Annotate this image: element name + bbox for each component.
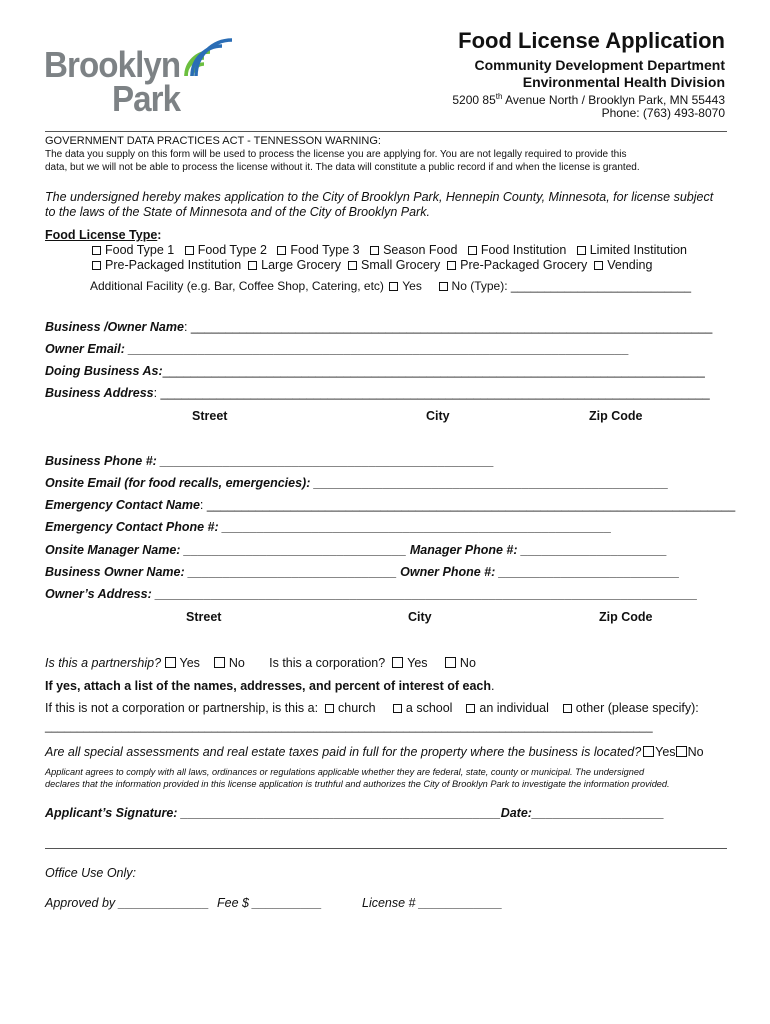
church-checkbox[interactable] [325,704,334,713]
individual-checkbox[interactable] [466,704,475,713]
corporation-yes-checkbox[interactable] [392,657,403,668]
agreement-text-1: Applicant agrees to comply with all laws, ordinances or regulations applicable whether they are federal, state, county or municipal. The undersigned [45,767,645,777]
checkbox[interactable] [370,246,379,255]
form-title: Food License Application [458,28,725,53]
option-prepackaged-institution[interactable]: Pre-Packaged Institution [92,258,241,272]
owner-street-label: Street [186,610,222,624]
checkbox[interactable] [447,261,456,270]
zip-label: Zip Code [589,409,643,423]
other-checkbox[interactable] [563,704,572,713]
city-label: City [426,409,450,423]
fee-field: Fee $ __________ [217,896,322,910]
owner-email-field[interactable]: Owner Email: ________________________________________________________________________ [45,342,629,356]
warning-title: GOVERNMENT DATA PRACTICES ACT - TENNESSON WARNING: [45,135,381,147]
additional-yes-checkbox[interactable] [389,282,398,291]
doing-business-as-field[interactable]: Doing Business As:______________________________________________________________________________ [45,364,705,378]
option-food-type-2[interactable]: Food Type 2 [185,243,267,257]
option-season-food[interactable]: Season Food [370,243,457,257]
agreement-text-2: declares that the information provided in this license application is truthful and authorizes the City of Brooklyn Park to investigate the information provided. [45,779,670,789]
business-owner-name-field[interactable]: Business /Owner Name: ___________________________________________________________________________ [45,320,713,334]
emergency-contact-phone-field[interactable]: Emergency Contact Phone #: ________________________________________________________ [45,520,612,534]
business-phone-field[interactable]: Business Phone #: ________________________________________________ [45,454,494,468]
checkbox[interactable] [92,261,101,270]
emergency-contact-name-field[interactable]: Emergency Contact Name: ____________________________________________________________________________ [45,498,736,512]
option-food-institution[interactable]: Food Institution [468,243,566,257]
intro-text-2: to the laws of the State of Minnesota and of the City of Brooklyn Park. [45,205,430,219]
signature-row[interactable]: Applicant’s Signature: ______________________________________________Date:___________________ [45,806,665,820]
office-phone: Phone: (763) 493-8070 [601,106,725,120]
owners-address-field[interactable]: Owner’s Address: ______________________________________________________________________________ [45,587,698,601]
attach-instruction: If yes, attach a list of the names, addresses, and percent of interest of each. [45,679,495,693]
onsite-manager-field[interactable]: Onsite Manager Name: ________________________________ Manager Phone #: _____________________ [45,543,667,557]
option-limited-institution[interactable]: Limited Institution [577,243,687,257]
option-prepackaged-grocery[interactable]: Pre-Packaged Grocery [447,258,587,272]
school-checkbox[interactable] [393,704,402,713]
corporation-no-checkbox[interactable] [445,657,456,668]
warning-text-2: data, but we will not be able to process the license without it. The data will constitute a public record if and when the license is granted. [45,162,640,173]
partnership-no-checkbox[interactable] [214,657,225,668]
owner-city-label: City [408,610,432,624]
partnership-corporation-row: Is this a partnership? Yes No Is this a corporation? Yes No [45,656,476,670]
license-type-row-2 [92,258,652,272]
license-type-row-1 [92,243,687,257]
option-small-grocery[interactable]: Small Grocery [348,258,440,272]
option-vending[interactable]: Vending [594,258,652,272]
option-food-type-1[interactable]: Food Type 1 [92,243,174,257]
intro-text-1: The undersigned hereby makes application to the City of Brooklyn Park, Hennepin County, Minnesota, for license subject [45,190,714,204]
license-type-label: Food License Type: [45,228,162,242]
street-label: Street [192,409,228,423]
onsite-email-field[interactable]: Onsite Email (for food recalls, emergencies): ___________________________________________________ [45,476,669,490]
entity-type-row: If this is not a corporation or partnership, is this a: church a school an individual other (please specify): [45,701,699,715]
taxes-yes-checkbox[interactable] [643,746,654,757]
division-name: Environmental Health Division [522,74,725,90]
office-divider [45,848,727,849]
approved-by-field: Approved by _____________ [45,896,210,910]
header-divider [45,131,727,132]
checkbox[interactable] [468,246,477,255]
license-number-field: License # ____________ [362,896,503,910]
additional-facility-row: Additional Facility (e.g. Bar, Coffee Shop, Catering, etc) Yes No (Type): ___________________________ [90,279,692,293]
option-large-grocery[interactable]: Large Grocery [248,258,341,272]
logo-text-brooklyn: Brooklyn [44,44,181,85]
other-specify-line[interactable]: _______________________________________________________________________________________________ [45,721,653,733]
business-owner-name-phone-field[interactable]: Business Owner Name: ______________________________ Owner Phone #: __________________________ [45,565,680,579]
checkbox[interactable] [348,261,357,270]
taxes-question-row: Are all special assessments and real estate taxes paid in full for the property where the business is located? Yes No [45,745,704,759]
office-use-title: Office Use Only: [45,866,136,880]
owner-zip-label: Zip Code [599,610,653,624]
logo-text-park: Park [112,78,181,119]
partnership-yes-checkbox[interactable] [165,657,176,668]
checkbox[interactable] [185,246,194,255]
department-name: Community Development Department [474,57,725,73]
taxes-no-checkbox[interactable] [676,746,687,757]
additional-no-checkbox[interactable] [439,282,448,291]
option-food-type-3[interactable]: Food Type 3 [277,243,359,257]
checkbox[interactable] [277,246,286,255]
city-logo [44,38,244,119]
business-address-field[interactable]: Business Address: _______________________________________________________________________________ [45,386,710,400]
checkbox[interactable] [577,246,586,255]
warning-text-1: The data you supply on this form will be used to process the license you are applying for. You are not legally required to provide this [45,149,627,160]
checkbox[interactable] [594,261,603,270]
office-address: 5200 85th Avenue North / Brooklyn Park, MN 55443 [452,92,725,107]
checkbox[interactable] [92,246,101,255]
checkbox[interactable] [248,261,257,270]
